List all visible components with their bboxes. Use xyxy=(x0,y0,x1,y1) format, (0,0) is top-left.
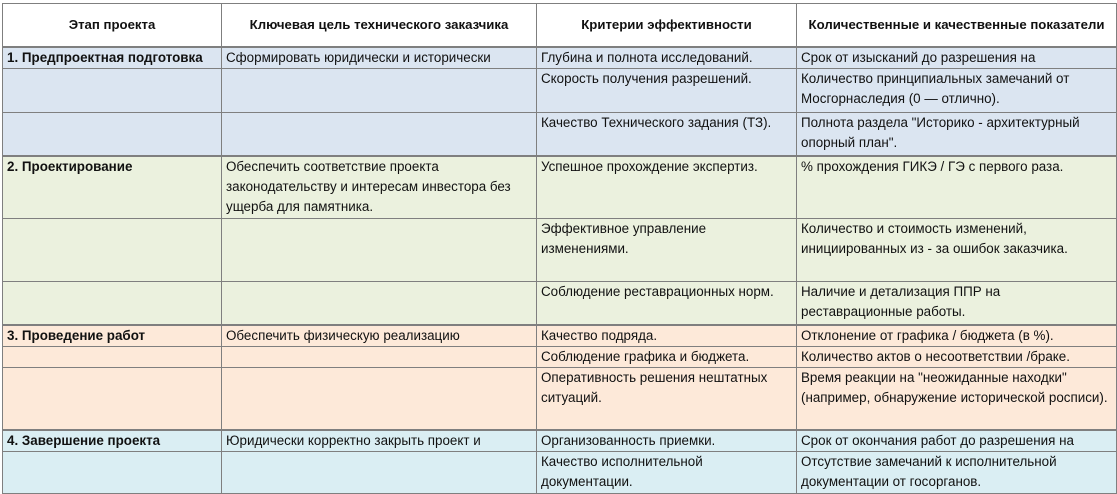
indicator-cell: Срок от изысканий до разрешения на xyxy=(797,47,1117,69)
stage-cell: 3. Проведение работ xyxy=(3,325,222,347)
goal-cell xyxy=(222,347,537,368)
goal-cell: Обеспечить соответствие проекта законодательству и интересам инвестора без ущерба для памятника. xyxy=(222,156,537,218)
header-goal: Ключевая цель технического заказчика xyxy=(222,4,537,47)
table-row xyxy=(3,47,1117,69)
goal-cell: Сформировать юридически и исторически xyxy=(222,47,537,69)
criterion-cell: Качество Технического задания (ТЗ). xyxy=(537,112,797,156)
criterion-cell: Качество подряда. xyxy=(537,325,797,347)
criterion-cell: Оперативность решения нештатных ситуаций. xyxy=(537,368,797,430)
header-stage: Этап проекта xyxy=(3,4,222,47)
stage-cell xyxy=(3,112,222,156)
indicator-cell: Количество принципиальных замечаний от Мосгорнаследия (0 — отлично). xyxy=(797,68,1117,112)
stage-cell xyxy=(3,68,222,112)
table-row xyxy=(3,112,1117,156)
goal-cell xyxy=(222,218,537,281)
criterion-cell: Глубина и полнота исследований. xyxy=(537,47,797,69)
indicator-cell: Количество и стоимость изменений, инициированных из - за ошибок заказчика. xyxy=(797,218,1117,281)
table-row xyxy=(3,368,1117,430)
stage-cell: 1. Предпроектная подготовка xyxy=(3,47,222,69)
table-row xyxy=(3,451,1117,493)
table-row xyxy=(3,281,1117,325)
indicator-cell: Отсутствие замечаний к исполнительной документации от госорганов. xyxy=(797,451,1117,493)
criterion-cell: Эффективное управление изменениями. xyxy=(537,218,797,281)
indicator-cell: Время реакции на "неожиданные находки" (например, обнаружение исторической росписи). xyxy=(797,368,1117,430)
kpi-table xyxy=(2,3,1117,494)
indicator-cell: Полнота раздела "Историко - архитектурный опорный план". xyxy=(797,112,1117,156)
indicator-cell: Отклонение от графика / бюджета (в %). xyxy=(797,325,1117,347)
indicator-cell: % прохождения ГИКЭ / ГЭ с первого раза. xyxy=(797,156,1117,218)
goal-cell: Юридически корректно закрыть проект и xyxy=(222,430,537,452)
criterion-cell: Скорость получения разрешений. xyxy=(537,68,797,112)
table-row xyxy=(3,68,1117,112)
goal-cell xyxy=(222,112,537,156)
criterion-cell: Соблюдение графика и бюджета. xyxy=(537,347,797,368)
header-criteria: Критерии эффективности xyxy=(537,4,797,47)
goal-cell: Обеспечить физическую реализацию xyxy=(222,325,537,347)
header-row xyxy=(3,4,1117,47)
table-row xyxy=(3,218,1117,281)
stage-cell xyxy=(3,347,222,368)
goal-cell xyxy=(222,368,537,430)
goal-cell xyxy=(222,451,537,493)
table-row xyxy=(3,347,1117,368)
criterion-cell: Качество исполнительной документации. xyxy=(537,451,797,493)
indicator-cell: Срок от окончания работ до разрешения на xyxy=(797,430,1117,452)
criterion-cell: Организованность приемки. xyxy=(537,430,797,452)
criterion-cell: Успешное прохождение экспертиз. xyxy=(537,156,797,218)
goal-cell xyxy=(222,281,537,325)
stage-cell xyxy=(3,281,222,325)
header-indicators: Количественные и качественные показатели xyxy=(797,4,1117,47)
stage-cell xyxy=(3,218,222,281)
table-row xyxy=(3,325,1117,347)
stage-cell xyxy=(3,451,222,493)
indicator-cell: Наличие и детализация ППР на реставрационные работы. xyxy=(797,281,1117,325)
indicator-cell: Количество актов о несоответствии /браке. xyxy=(797,347,1117,368)
table-row xyxy=(3,156,1117,218)
stage-cell: 4. Завершение проекта xyxy=(3,430,222,452)
table-row xyxy=(3,430,1117,452)
stage-cell xyxy=(3,368,222,430)
criterion-cell: Соблюдение реставрационных норм. xyxy=(537,281,797,325)
goal-cell xyxy=(222,68,537,112)
stage-cell: 2. Проектирование xyxy=(3,156,222,218)
